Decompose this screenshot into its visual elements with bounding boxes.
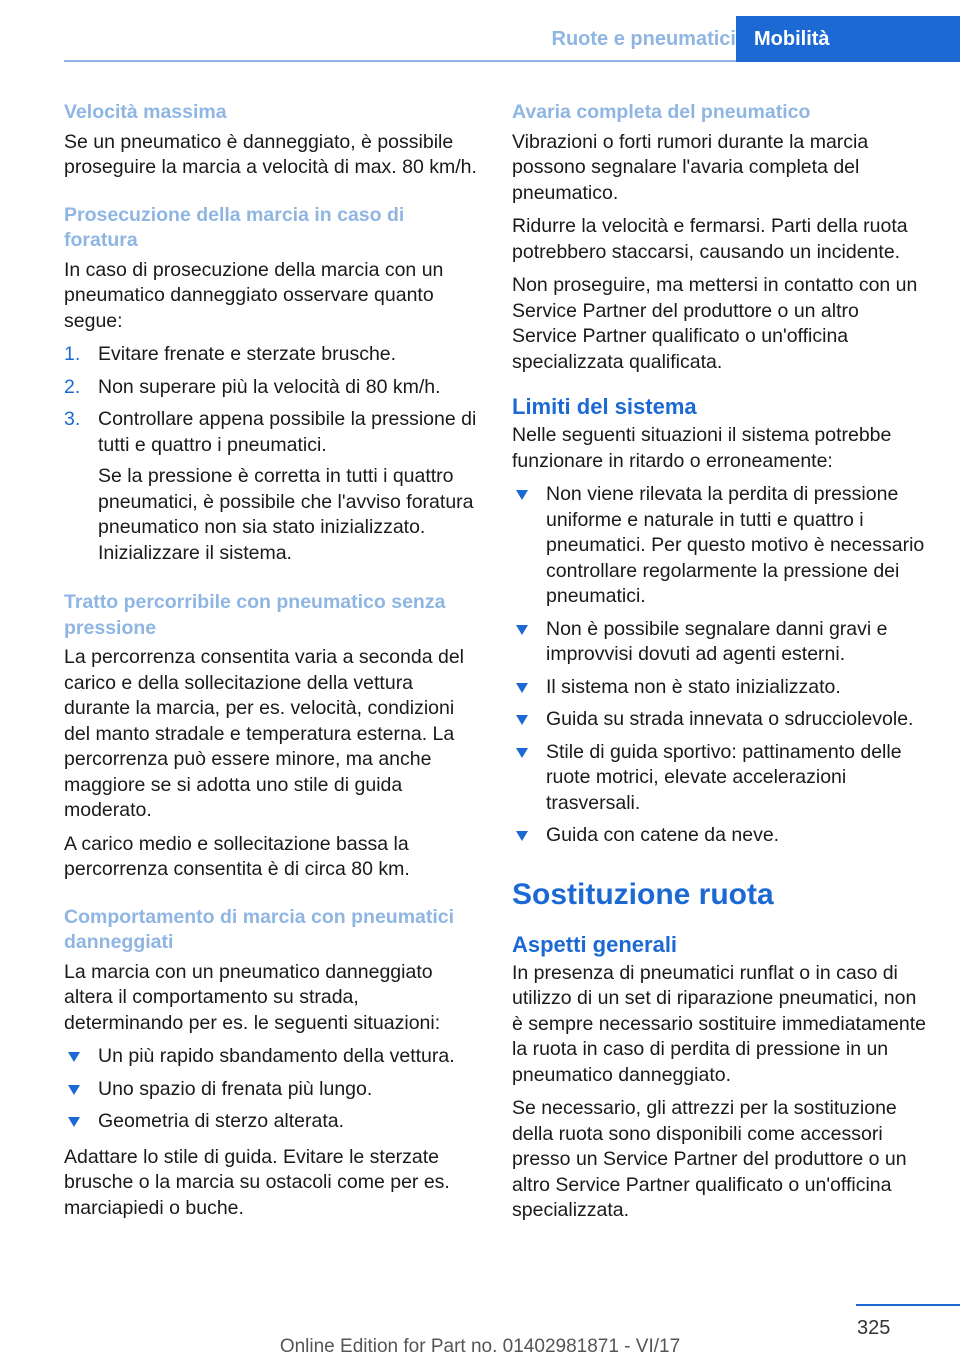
heading-continue-driving: Prosecuzione della marcia in caso di foratura [64,203,405,251]
page-number: 325 [857,1317,891,1339]
heading-tyre-failure: Avaria completa del pneumatico [512,101,811,123]
triangle-bullet-icon [512,740,532,765]
triangle-bullet-icon [64,1109,84,1134]
triangle-bullet-icon [512,482,532,507]
paragraph: Non proseguire, ma mettersi in contatto con un Service Partner del produttore o un altro Service Partner qualificato o un'officina specializzata qualificata. [512,274,918,373]
triangle-bullet-icon [512,823,532,848]
triangle-bullet-icon [64,1044,84,1069]
step-note: Se la pressione è corretta in tutti i quattro pneumatici, è possibile che l'avviso foratura pneumatico non sia stato inizializzato. Inizializzare il sistema. [98,465,474,564]
paragraph: Ridurre la velocità e fermarsi. Parti della ruota potrebbero staccarsi, causando un incidente. [512,215,908,263]
step-text: Controllare appena possibile la pressione di tutti e quattro i pneumatici. [98,408,477,456]
edition-footer: Online Edition for Part no. 01402981871 - VI/17 [279,1336,681,1357]
heading-system-limits: Limiti del sistema [512,394,697,419]
paragraph: La percorrenza consentita varia a seconda del carico e della sollecitazione della vettura durante la marcia, per es. velocità, condizioni del manto stradale e temperatura esterna. La percorrenza può essere minore, ma anche maggiore se si adotta uno stile di guida moderato. [64,646,464,821]
list-item: Il sistema non è stato inizializzato. [512,675,928,701]
left-column [64,100,480,1229]
triangle-bullet-icon [64,1077,84,1102]
bullet-list [512,482,928,849]
list-item: Non viene rilevata la perdita di pressione uniforme e naturale in tutti e quattro i pneumatici. Per questo motivo è necessario controllare regolarmente la pressione dei pneumatici. [512,482,928,610]
paragraph: La marcia con un pneumatico danneggiato altera il comportamento su strada, determinando per es. le seguenti situazioni: [64,960,441,1034]
paragraph: A carico medio e sollecitazione bassa la percorrenza consentita è di circa 80 km. [64,832,410,880]
numbered-steps [64,342,480,566]
list-item: Guida su strada innevata o sdrucciolevole. [512,707,928,733]
step-number: 3. [64,408,81,430]
heading-damaged-behaviour: Comportamento di marcia con pneumatici danneggiati [64,905,455,953]
paragraph: Adattare lo stile di guida. Evitare le sterzate brusche o la marcia su ostacoli come per es. marciapiedi o buche. [64,1145,450,1219]
list-item: Stile di guida sportivo: pattinamento delle ruote motrici, elevate accelerazioni trasversali. [512,740,928,817]
heading-flat-range: Tratto percorribile con pneumatico senza pressione [64,591,446,639]
step-text: Non superare più la velocità di 80 km/h. [98,375,441,398]
step-number: 1. [64,343,81,365]
step-text: Evitare frenate e sterzate brusche. [98,343,397,365]
paragraph: In caso di prosecuzione della marcia con un pneumatico danneggiato osservare quanto segue: [64,258,444,332]
list-item: Uno spazio di frenata più lungo. [64,1077,480,1103]
paragraph: In presenza di pneumatici runflat o in caso di utilizzo di un set di riparazione pneumatici, non è sempre necessario sostituire immediatamente la ruota in caso di perdita di pressione in un pneumatico danneggiato. [512,961,927,1086]
step-number: 2. [64,375,81,398]
heading-general-aspects: Aspetti generali [512,931,678,957]
heading-wheel-change: Sostituzione ruota [512,877,774,911]
list-item: Non è possibile segnalare danni gravi e improvvisi dovuti ad agenti esterni. [512,617,928,668]
list-item: Geometria di sterzo alterata. [64,1109,480,1135]
triangle-bullet-icon [512,617,532,642]
heading-max-speed: Velocità massima [64,101,227,123]
section-title: Ruote e pneumatici [551,28,736,50]
step-item [64,375,480,401]
chapter-tab: Mobilità [736,16,960,62]
paragraph: Se necessario, gli attrezzi per la sostituzione della ruota sono disponibili come accessori presso un Service Partner del produttore o un altro Service Partner qualificato o un'officina specializzata. [512,1097,907,1221]
paragraph: Vibrazioni o forti rumori durante la marcia possono segnalare l'avaria completa del pneumatico. [512,130,869,204]
right-column [512,100,928,1232]
step-item [64,407,480,566]
triangle-bullet-icon [512,707,532,732]
step-item [64,342,480,368]
bullet-list [64,1044,480,1135]
paragraph: Se un pneumatico è danneggiato, è possibile proseguire la marcia a velocità di max. 80 km/h. [64,130,477,178]
triangle-bullet-icon [512,675,532,700]
page-header [64,0,960,62]
list-item: Guida con catene da neve. [512,823,928,849]
paragraph: Nelle seguenti situazioni il sistema potrebbe funzionare in ritardo o erroneamente: [512,424,892,472]
page-number-rule [856,1304,960,1306]
list-item: Un più rapido sbandamento della vettura. [64,1044,480,1070]
